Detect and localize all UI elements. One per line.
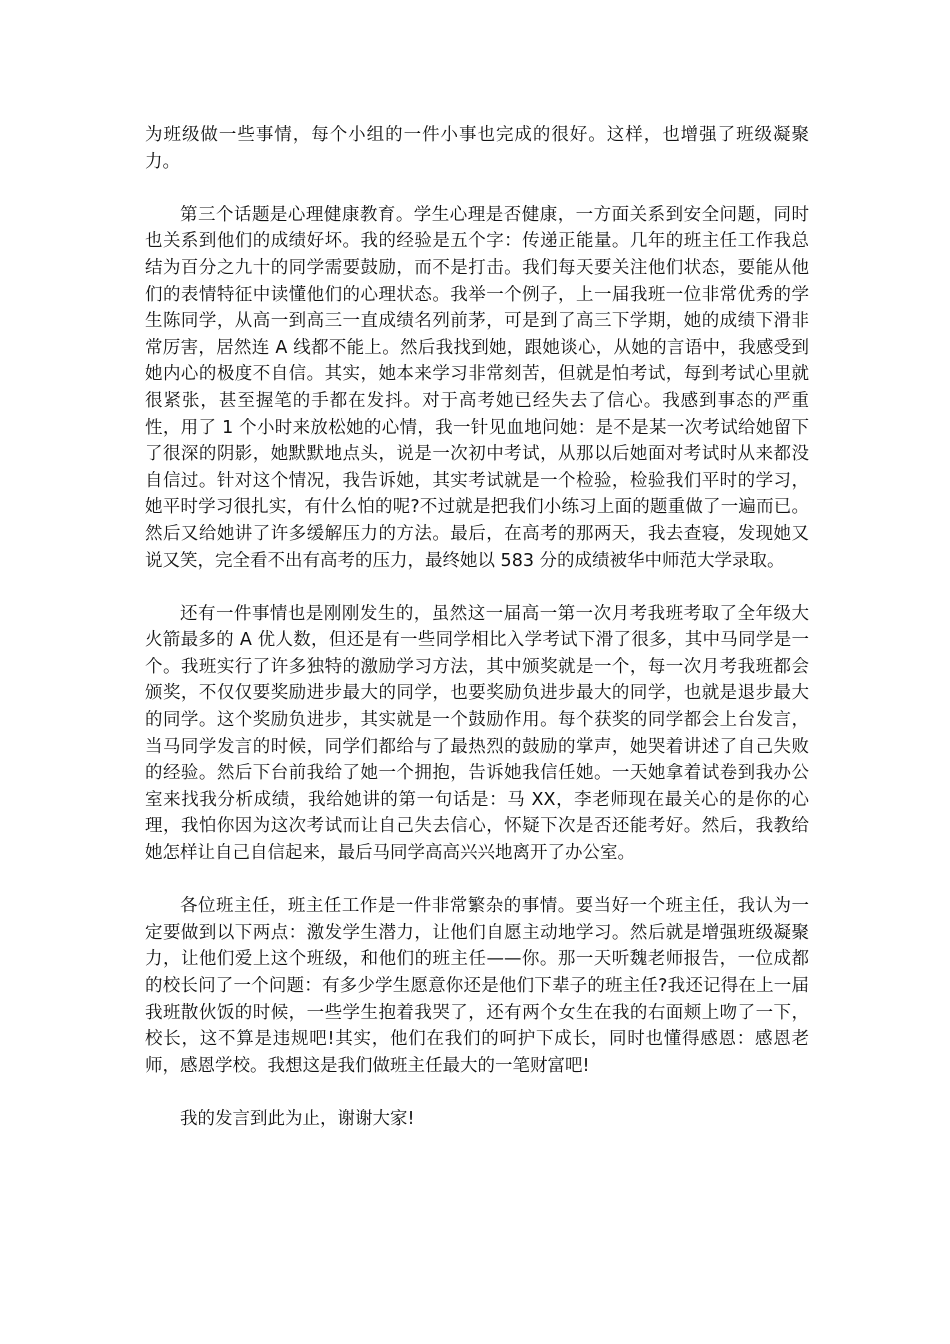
document-page: [145, 122, 809, 1159]
paragraph-mental-health: 第三个话题是心理健康教育。学生心理是否健康，一方面关系到安全问题，同时也关系到他们的成绩好坏。我的经验是五个字：传递正能量。几年的班主任工作我总结为百分之九十的同学需要鼓励，而不是打击。我们每天要关注他们状态，要能从他们的表情特征中读懂他们的心理状态。我举一个例子，上一届我班一位非常优秀的学生陈同学，从高一到高三一直成绩名列前茅，可是到了高三下学期，她的成绩下滑非常厉害，居然连 A 线都不能上。然后我找到她，跟她谈心，从她的言语中，我感受到她内心的极度不自信。其实，她本来学习非常刻苦，但就是怕考试，每到考试心里就很紧张，甚至握笔的手都在发抖。对于高考她已经失去了信心。我感到事态的严重性，用了 1 个小时来放松她的心情，我一针见血地问她：是不是某一次考试给她留下了很深的阴影，她默默地点头，说是一次初中考试，从那以后她面对考试时从来都没自信过。针对这个情况，我告诉她，其实考试就是一个检验，检验我们平时的学习，她平时学习很扎实，有什么怕的呢?不过就是把我们小练习上面的题重做了一遍而已。然后又给她讲了许多缓解压力的方法。最后，在高考的那两天，我去查寝，发现她又说又笑，完全看不出有高考的压力，最终她以 583 分的成绩被华中师范大学录取。: [145, 204, 809, 571]
paragraph-ma-classmate: 还有一件事情也是刚刚发生的，虽然这一届高一第一次月考我班考取了全年级大火箭最多的 A 优人数，但还是有一些同学相比入学考试下滑了很多，其中马同学是一个。我班实行了许多独特的激励学习方法，其中颁奖就是一个，每一次月考我班都会颁奖，不仅仅要奖励进步最大的同学，也要奖励负进步最大的同学，也就是退步最大的同学。这个奖励负进步，其实就是一个鼓励作用。每个获奖的同学都会上台发言，当马同学发言的时候，同学们都给与了最热烈的鼓励的掌声，她哭着讲述了自己失败的经验。然后下台前我给了她一个拥抱，告诉她我信任她。一天她拿着试卷到我办公室来找我分析成绩，我给她讲的第一句话是：马 XX，李老师现在最关心的是你的心理，我怕你因为这次考试而让自己失去信心，怀疑下次是否还能考好。然后，我教给她怎样让自己自信起来，最后马同学高高兴兴地离开了办公室。: [145, 603, 809, 864]
paragraph-continued: 为班级做一些事情，每个小组的一件小事也完成的很好。这样，也增强了班级凝聚力。: [145, 125, 809, 172]
paragraph-closing: 我的发言到此为止，谢谢大家!: [180, 1108, 415, 1129]
paragraph-head-teachers: 各位班主任，班主任工作是一件非常繁杂的事情。要当好一个班主任，我认为一定要做到以下两点：激发学生潜力，让他们自愿主动地学习。然后就是增强班级凝聚力，让他们爱上这个班级，和他们的班主任——你。那一天听魏老师报告，一位成都的校长问了一个问题：有多少学生愿意你还是他们下辈子的班主任?我还记得在上一届我班散伙饭的时候，一些学生抱着我哭了，还有两个女生在我的右面颊上吻了一下，校长，这不算是违规吧!其实，他们在我们的呵护下成长，同时也懂得感恩：感恩老师，感恩学校。我想这是我们做班主任最大的一笔财富吧!: [145, 896, 809, 1076]
